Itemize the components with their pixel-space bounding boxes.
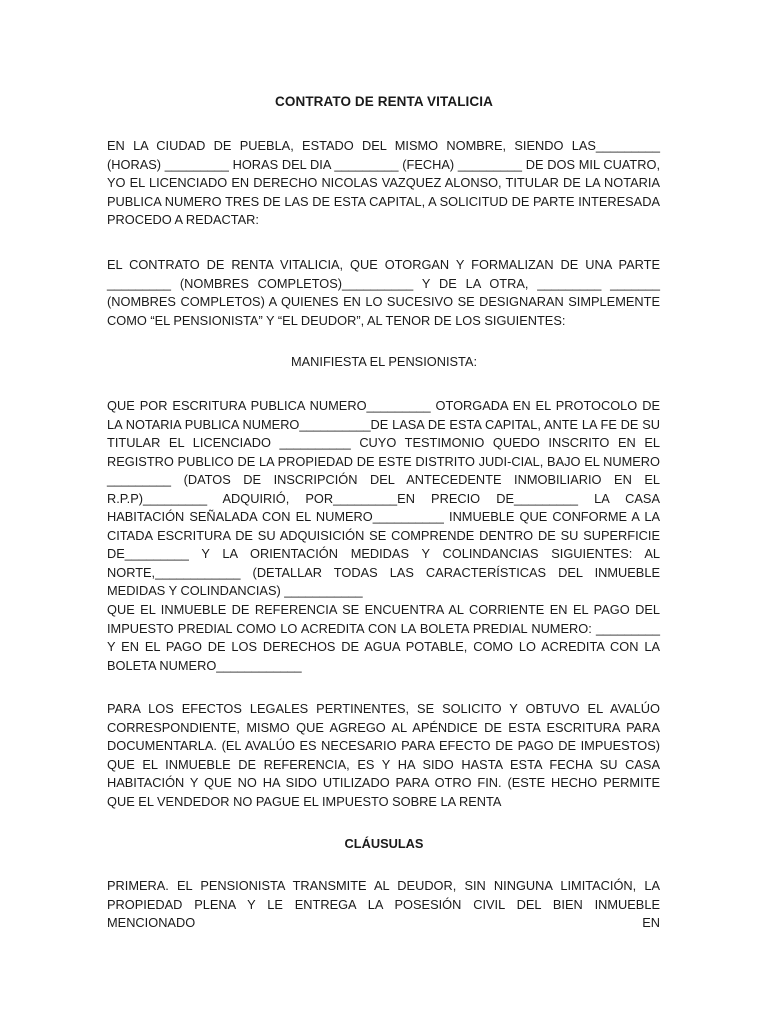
heading-clausulas: CLÁUSULAS <box>344 836 424 851</box>
paragraph-escritura: QUE POR ESCRITURA PUBLICA NUMERO_________ OTORGADA EN EL PROTOCOLO DE LA NOTARIA PUBLICA NUMERO__________DE LASA DE ESTA CAPITAL, ANTE LA FE DE SU TITULAR EL LICENCIADO __________ CUYO TESTIMONIO QUEDO INSCRITO EN EL REGISTRO PUBLICO DE LA PROPIEDAD DE ESTE DISTRITO JUDI-CIAL, BAJO EL NUMERO _________ (DATOS DE INSCRIPCIÓN DEL ANTECEDENTE INMOBILIARIO EN EL R.P.P)_________ ADQUIRIÓ, POR_________EN PRECIO DE_________ LA CASA HABITACIÓN SEÑALADA CON EL NUMERO__________ INMUEBLE QUE CONFORME A LA CITADA ESCRITURA DE SU ADQUISICIÓN SE COMPRENDE DENTRO DE SU SUPERFICIE DE_________ Y LA ORIENTACIÓN MEDIDAS Y COLINDANCIAS SIGUIENTES: AL NORTE,____________ (DETALLAR TODAS LAS CARACTERÍSTICAS DEL INMUEBLE MEDIDAS Y COLINDANCIAS) ___________ <box>107 398 660 598</box>
heading-manifiesta: MANIFIESTA EL PENSIONISTA: <box>290 354 478 369</box>
paragraph-intro: EN LA CIUDAD DE PUEBLA, ESTADO DEL MISMO NOMBRE, SIENDO LAS_________ (HORAS) _________ HORAS DEL DIA _________ (FECHA) _________ DE DOS MIL CUATRO, YO EL LICENCIADO EN DERECHO NICOLAS VAZQUEZ ALONSO, TITULAR DE LA NOTARIA PUBLICA NUMERO TRES DE LAS DE ESTA CAPITAL, A SOLICITUD DE PARTE INTERESADA PROCEDO A REDACTAR: <box>107 138 660 227</box>
paragraph-avaluo: PARA LOS EFECTOS LEGALES PERTINENTES, SE SOLICITO Y OBTUVO EL AVALÚO CORRESPONDIENTE, MISMO QUE AGREGO AL APÉNDICE DE ESTA ESCRITURA PARA DOCUMENTARLA. (EL AVALÚO ES NECESARIO PARA EFECTO DE PAGO DE IMPUESTOS) QUE EL INMUEBLE DE REFERENCIA, ES Y HA SIDO HASTA ESTA FECHA SU CASA HABITACIÓN Y QUE NO HA SIDO UTILIZADO PARA OTRO FIN. (ESTE HECHO PERMITE QUE EL VENDEDOR NO PAGUE EL IMPUESTO SOBRE LA RENTA <box>107 701 660 809</box>
document-title: CONTRATO DE RENTA VITALICIA <box>275 94 493 109</box>
paragraph-contract: EL CONTRATO DE RENTA VITALICIA, QUE OTORGAN Y FORMALIZAN DE UNA PARTE _________ (NOMBRES COMPLETOS)__________ Y DE LA OTRA, _________ _______ (NOMBRES COMPLETOS) A QUIENES EN LO SUCESIVO SE DESIGNARAN SIMPLEMENTE COMO “EL PENSIONISTA” Y “EL DEUDOR”, AL TENOR DE LOS SIGUIENTES: <box>107 257 660 328</box>
paragraph-inmueble: QUE EL INMUEBLE DE REFERENCIA SE ENCUENTRA AL CORRIENTE EN EL PAGO DEL IMPUESTO PREDIAL COMO LO ACREDITA CON LA BOLETA PREDIAL NUMERO: _________ Y EN EL PAGO DE LOS DERECHOS DE AGUA POTABLE, COMO LO ACREDITA CON LA BOLETA NUMERO____________ <box>107 602 660 673</box>
paragraph-primera: PRIMERA. EL PENSIONISTA TRANSMITE AL DEUDOR, SIN NINGUNA LIMITACIÓN, LA PROPIEDAD PLENA Y LE ENTREGA LA POSESIÓN CIVIL DEL BIEN INMUEBLE MENCIONADO EN <box>107 878 660 930</box>
